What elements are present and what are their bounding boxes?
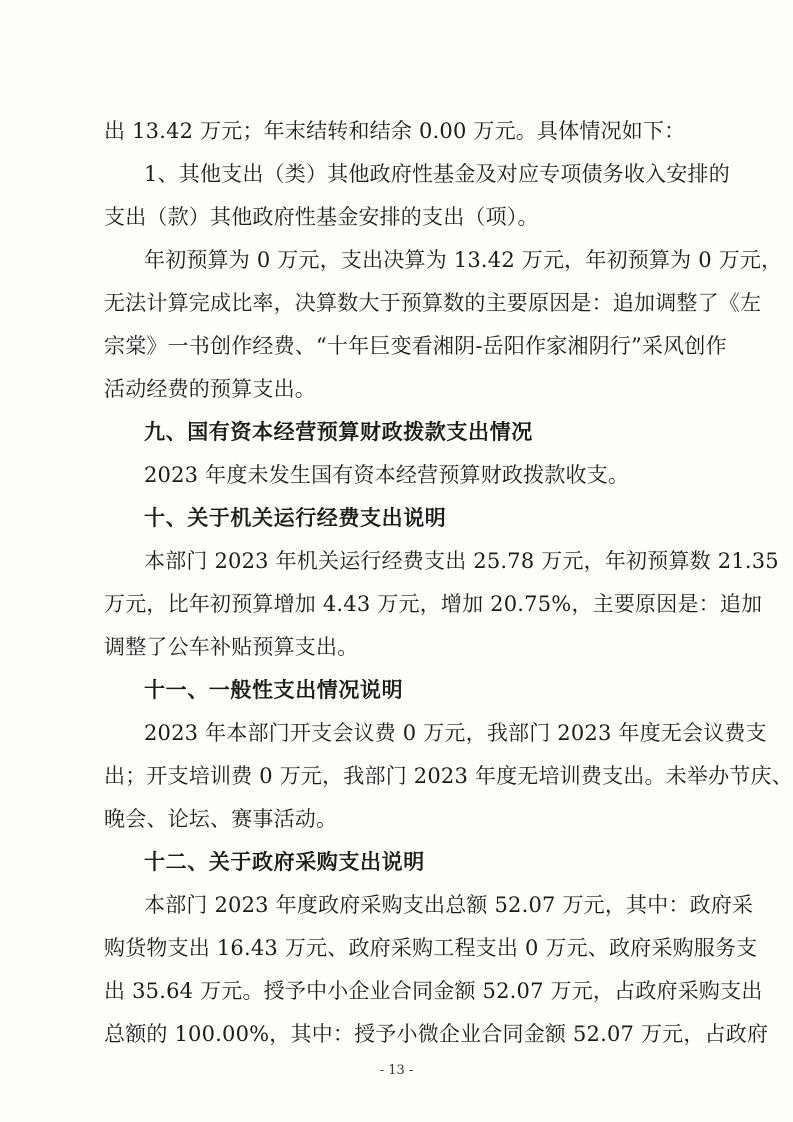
paragraph-line: 1、其他支出（类）其他政府性基金及对应专项债务收入安排的 [144, 162, 730, 186]
paragraph-line: 万元，比年初预算增加 4.43 万元，增加 20.75%，主要原因是：追加 [104, 592, 763, 616]
paragraph-line: 2023 年本部门开支会议费 0 万元，我部门 2023 年度无会议费支 [144, 721, 767, 745]
paragraph-line: 本部门 2023 年机关运行经费支出 25.78 万元，年初预算数 21.35 [144, 549, 779, 573]
section-heading: 九、国有资本经营预算财政拨款支出情况 [144, 419, 533, 444]
paragraph-line: 支出（款）其他政府性基金安排的支出（项）。 [104, 205, 539, 229]
page-number: - 13 - [379, 1063, 414, 1078]
paragraph-line: 活动经费的预算支出。 [104, 377, 316, 401]
paragraph-line: 晚会、论坛、赛事活动。 [104, 807, 338, 831]
paragraph-line: 2023 年度未发生国有资本经营预算财政拨款收支。 [144, 463, 630, 487]
paragraph-line: 出 35.64 万元。授予中小企业合同金额 52.07 万元，占政府采购支出 [104, 979, 763, 1003]
paragraph-line: 宗棠》一书创作经费、“十年巨变看湘阴-岳阳作家湘阴行”采风创作 [104, 334, 727, 358]
paragraph-line: 无法计算完成比率，决算数大于预算数的主要原因是：追加调整了《左 [104, 291, 762, 315]
paragraph-line: 购货物支出 16.43 万元、政府采购工程支出 0 万元、政府采购服务支 [104, 936, 758, 960]
paragraph-line: 调整了公车补贴预算支出。 [104, 635, 359, 659]
paragraph-line: 本部门 2023 年度政府采购支出总额 52.07 万元，其中：政府采 [144, 893, 754, 917]
section-heading: 十二、关于政府采购支出说明 [144, 849, 425, 874]
section-heading: 十、关于机关运行经费支出说明 [144, 505, 447, 530]
paragraph-line: 年初预算为 0 万元，支出决算为 13.42 万元，年初预算为 0 万元， [144, 248, 783, 272]
paragraph-line: 出；开支培训费 0 万元，我部门 2023 年度无培训费支出。未举办节庆、 [104, 764, 793, 788]
paragraph-line: 出 13.42 万元；年末结转和结余 0.00 万元。具体情况如下： [104, 119, 686, 143]
section-heading: 十一、一般性支出情况说明 [144, 677, 404, 702]
paragraph-line: 总额的 100.00%，其中：授予小微企业合同金额 52.07 万元，占政府 [104, 1022, 769, 1046]
